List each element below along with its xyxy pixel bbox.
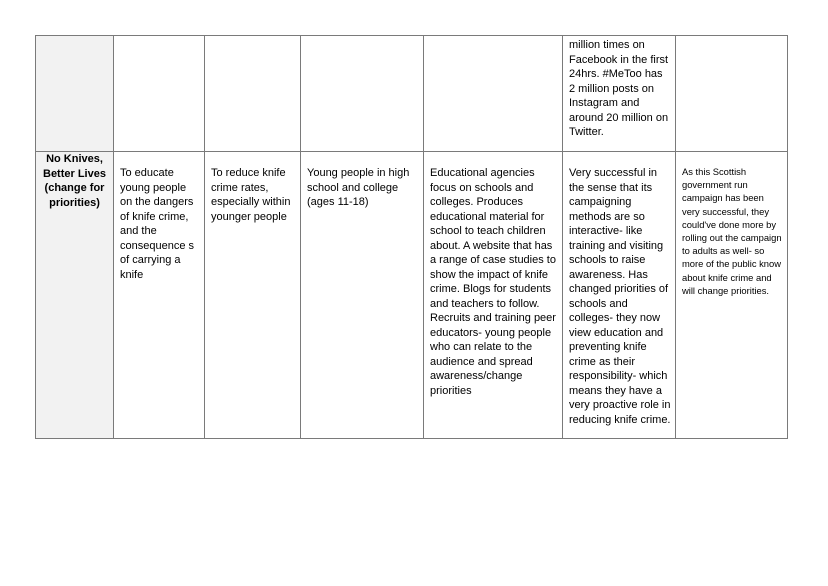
table-cell bbox=[205, 36, 301, 152]
table-cell bbox=[563, 36, 676, 152]
methods-text: Educational agencies focus on schools and colleges. Produces educational material for school to teach children about. A website that has a range of case studies to show the impact of knife crime. Blogs for students and teachers to follow. Recruits and training peer educators- young people who can relate to the audience and spread awareness/change priorities bbox=[430, 167, 556, 397]
cell-text: million times on Facebook in the first 24hrs. #MeToo has 2 million posts on Instagram and around 20 million on Twitter. bbox=[569, 39, 669, 138]
table-row bbox=[36, 152, 788, 439]
target-audience-text: Young people in high school and college (ages 11-18) bbox=[307, 167, 410, 208]
cell-text bbox=[114, 36, 204, 54]
table-cell bbox=[424, 36, 563, 152]
table-cell bbox=[676, 36, 788, 152]
improvement-text: As this Scottish government run campaign has been very successful, they could've done more by rolling out the campaign to adults as well- so more of the public know about knife crime and will change priorities. bbox=[682, 166, 782, 296]
objective-text: To reduce knife crime rates, especially within younger people bbox=[211, 167, 291, 223]
cell-text bbox=[301, 36, 423, 54]
objective-cell bbox=[205, 152, 301, 439]
methods-cell bbox=[424, 152, 563, 439]
cell-text bbox=[676, 36, 787, 54]
row-header-cell bbox=[36, 36, 114, 152]
campaign-table bbox=[35, 35, 788, 439]
table-cell bbox=[301, 36, 424, 152]
target-audience-cell bbox=[301, 152, 424, 439]
cell-text bbox=[424, 36, 562, 54]
table-row bbox=[36, 36, 788, 152]
campaign-name: No Knives, Better Lives (change for priorities) bbox=[43, 153, 106, 209]
success-cell bbox=[563, 152, 676, 439]
success-text: Very successful in the sense that its campaigning methods are so interactive- like training and visiting schools to raise awareness. Has changed priorities of schools and colleges- they now view education and preventing knife crime as their responsibility- which means they have a very proactive role in reducing knife crime. bbox=[569, 167, 671, 426]
campaign-name-cell bbox=[36, 152, 114, 439]
table-cell bbox=[114, 36, 205, 152]
aim-text: To educate young people on the dangers of knife crime, and the consequence s of carrying a knife bbox=[120, 167, 194, 281]
aim-cell bbox=[114, 152, 205, 439]
improvement-cell bbox=[676, 152, 788, 439]
cell-text bbox=[205, 36, 300, 54]
